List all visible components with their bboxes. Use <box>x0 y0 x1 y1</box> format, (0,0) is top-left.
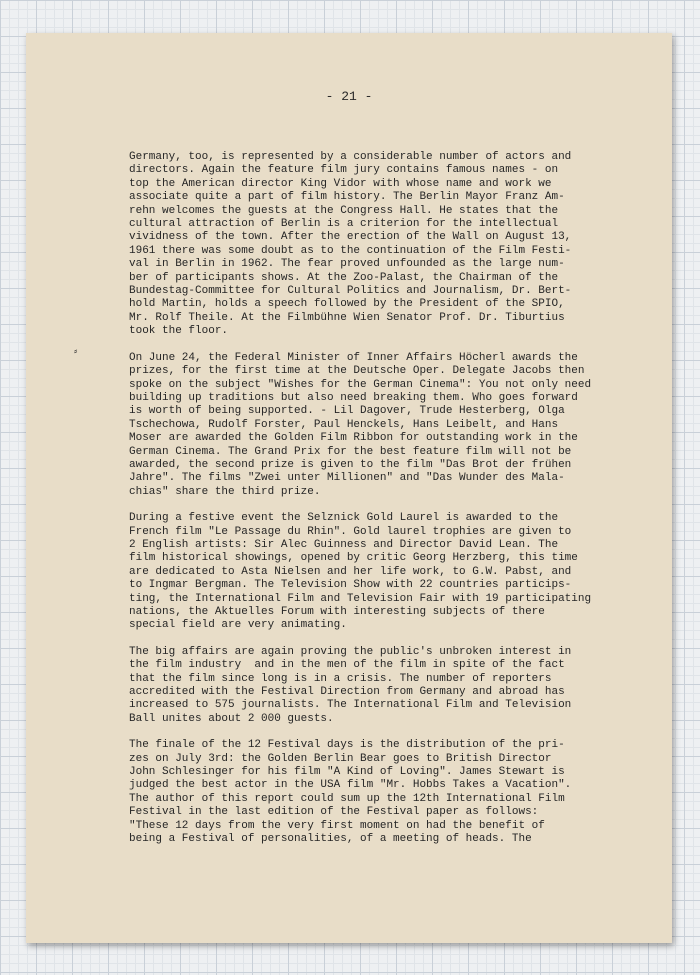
text-line: took the floor. <box>129 325 229 338</box>
text-line: top the American director King Vidor with whose name and work we <box>129 177 552 190</box>
text-line: John Schlesinger for his film "A Kind of Loving". James Stewart is <box>129 766 565 779</box>
text-line: "These 12 days from the very first moment on had the benefit of <box>129 819 545 832</box>
text-line: The author of this report could sum up the 12th International Film <box>129 792 565 805</box>
text-line: building up traditions but also need breaking them. Who goes forward <box>129 391 578 404</box>
text-line: German Cinema. The Grand Prix for the best feature film will not be <box>129 445 572 458</box>
text-line: increased to 575 journalists. The International Film and Television <box>129 699 572 712</box>
margin-mark: ⸗ <box>74 346 78 357</box>
text-line: Moser are awarded the Golden Film Ribbon for outstanding work in the <box>129 432 578 445</box>
text-line: film historical showings, opened by critic Georg Herzberg, this time <box>129 552 578 565</box>
text-line: directors. Again the feature film jury contains famous names - on <box>129 164 559 177</box>
text-line: hold Martin, holds a speech followed by the President of the SPIO, <box>129 298 565 311</box>
text-line: accredited with the Festival Direction from Germany and abroad has <box>129 686 565 699</box>
text-line: The big affairs are again proving the public's unbroken interest in <box>129 645 572 658</box>
text-line: special field are very animating. <box>129 619 347 632</box>
paragraph <box>129 512 649 633</box>
text-line: that the film since long is in a crisis. The number of reporters <box>129 672 552 685</box>
page-number: - 21 - <box>325 89 373 104</box>
text-line: Bundestag-Committee for Cultural Politics and Journalism, Dr. Bert- <box>129 285 572 298</box>
text-line: spoke on the subject "Wishes for the German Cinema": You not only need <box>129 378 592 391</box>
text-line: 2 English artists: Sir Alec Guinness and Director David Lean. The <box>129 538 559 551</box>
text-line: The finale of the 12 Festival days is the distribution of the pri- <box>129 739 565 752</box>
paragraph <box>129 646 649 726</box>
paragraph <box>129 151 649 339</box>
text-line: associate quite a part of film history. The Berlin Mayor Franz Am- <box>129 191 565 204</box>
text-line: the film industry and in the men of the film in spite of the fact <box>129 659 565 672</box>
text-line: Germany, too, is represented by a considerable number of actors and <box>129 151 572 163</box>
paragraph <box>129 739 649 846</box>
text-line: are dedicated to Asta Nielsen and her life work, to G.W. Pabst, and <box>129 565 572 578</box>
text-line: cultural attraction of Berlin is a criterion for the intellectual <box>129 218 559 231</box>
text-line: nations, the Aktuelles Forum with interesting subjects of there <box>129 606 545 618</box>
text-line: Festival in the last edition of the Festival paper as follows: <box>129 806 539 819</box>
text-line: French film "Le Passage du Rhin". Gold laurel trophies are given to <box>129 525 572 538</box>
text-line: Jahre". The films "Zwei unter Millionen" and "Das Wunder des Mala- <box>129 472 565 485</box>
text-line: zes on July 3rd: the Golden Berlin Bear goes to British Director <box>129 752 552 765</box>
text-line: On June 24, the Federal Minister of Inner Affairs Höcherl awards the <box>129 351 578 364</box>
text-line: judged the best actor in the USA film "Mr. Hobbs Takes a Vacation". <box>129 779 572 792</box>
text-line: ber of participants shows. At the Zoo-Palast, the Chairman of the <box>129 271 559 284</box>
text-line: chias" share the third prize. <box>129 485 321 498</box>
text-line: val in Berlin in 1962. The fear proved unfounded as the large num- <box>129 258 565 271</box>
document-body <box>129 151 649 860</box>
text-line: ting, the International Film and Television Fair with 19 participating <box>129 592 592 605</box>
text-line: to Ingmar Bergman. The Television Show with 22 countries particips- <box>129 579 572 592</box>
text-line: Ball unites about 2 000 guests. <box>129 712 334 725</box>
text-line: 1961 there was some doubt as to the continuation of the Film Festi- <box>129 244 572 257</box>
text-line: prizes, for the first time at the Deutsche Oper. Delegate Jacobs then <box>129 365 585 378</box>
document-page <box>26 33 672 943</box>
paragraph <box>129 352 649 499</box>
text-line: being a Festival of personalities, of a meeting of heads. The <box>129 833 532 846</box>
text-line: During a festive event the Selznick Gold Laurel is awarded to the <box>129 512 559 525</box>
text-line: rehn welcomes the guests at the Congress Hall. He states that the <box>129 204 559 217</box>
text-line: awarded, the second prize is given to the film "Das Brot der frühen <box>129 458 572 471</box>
text-line: Mr. Rolf Theile. At the Filmbühne Wien Senator Prof. Dr. Tiburtius <box>129 311 565 324</box>
text-line: is worth of being supported. - Lil Dagover, Trude Hesterberg, Olga <box>129 405 565 418</box>
text-line: Tschechowa, Rudolf Forster, Paul Henckels, Hans Leibelt, and Hans <box>129 418 559 431</box>
text-line: vividness of the town. After the erection of the Wall on August 13, <box>129 231 572 244</box>
